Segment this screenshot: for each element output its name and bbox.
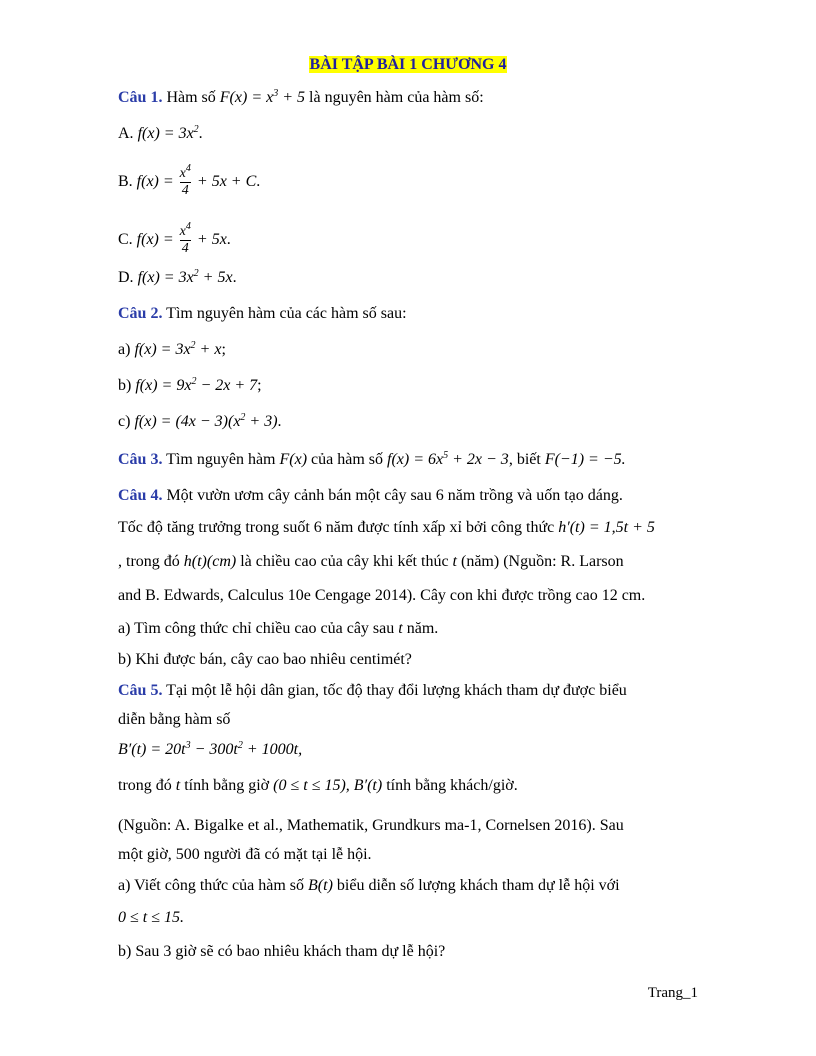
question-4-part-b: b) Khi được bán, cây cao bao nhiêu centimét? (118, 651, 412, 668)
question-2-label: Câu 2. (118, 305, 163, 322)
option-c: C. f(x) = $\frac{x^4}{4}$ + 5x. (118, 221, 231, 256)
question-4-line-3: , trong đó h(t)(cm) là chiều cao của cây khi kết thúc t (năm) (Nguồn: R. Larson (118, 553, 624, 570)
question-5-part-a: a) Viết công thức của hàm số B(t) biểu diễn số lượng khách tham dự lễ hội với (118, 877, 620, 894)
question-5-line-2: diễn bằng hàm số (118, 711, 231, 728)
question-4-line-4: and B. Edwards, Calculus 10e Cengage 2014). Cây con khi được trồng cao 12 cm. (118, 587, 646, 604)
page-number: Trang_1 (647, 985, 698, 1001)
question-2-item-a: a) $f(x) = 3x^2 + x$; (118, 340, 226, 358)
question-4-part-a: a) Tìm công thức chỉ chiều cao của cây sau t năm. (118, 620, 439, 637)
question-1: Câu 1. Hàm số $F(x) = x^3 + 5$ là nguyên hàm của hàm số: (118, 88, 484, 106)
question-5-line-4: trong đó t tính bằng giờ (0 ≤ t ≤ 15), B′(t) tính bằng khách/giờ. (118, 777, 518, 794)
question-2: Câu 2. Tìm nguyên hàm của các hàm số sau: (118, 305, 407, 322)
question-2-item-b: b) $f(x) = 9x^2 - 2x + 7$; (118, 376, 262, 394)
question-1-label: Câu 1. (118, 89, 163, 106)
question-2-item-c: c) $f(x) = (4x - 3)(x^2 + 3)$. (118, 412, 282, 430)
question-5-line-6: một giờ, 500 người đã có mặt tại lễ hội. (118, 846, 372, 863)
question-4: Câu 4. Một vườn ươm cây cảnh bán một cây sau 6 năm trồng và uốn tạo dáng. (118, 487, 623, 504)
question-5-line-5: (Nguồn: A. Bigalke et al., Mathematik, Grundkurs ma-1, Cornelsen 2016). Sau (118, 817, 624, 834)
question-5-range: 0 ≤ t ≤ 15. (118, 909, 185, 926)
question-3: Câu 3. Tìm nguyên hàm F(x) của hàm số $f(x) = 6x^5 + 2x - 3$, biết F(−1) = −5. (118, 450, 626, 468)
question-5: Câu 5. Tại một lễ hội dân gian, tốc độ thay đổi lượng khách tham dự được biểu (118, 682, 627, 699)
question-4-label: Câu 4. (118, 487, 163, 504)
option-a: A. $f(x) = 3x^2$. (118, 124, 203, 142)
question-5-part-b: b) Sau 3 giờ sẽ có bao nhiêu khách tham dự lễ hội? (118, 943, 446, 960)
question-4-line-2: Tốc độ tăng trưởng trong suốt 6 năm được tính xấp xỉ bởi công thức h′(t) = 1,5t + 5 (118, 519, 655, 536)
option-b: B. f(x) = $\frac{x^4}{4}$ + 5x + C. (118, 163, 261, 198)
question-5-label: Câu 5. (118, 682, 163, 699)
question-3-label: Câu 3. (118, 451, 163, 468)
page-title: BÀI TẬP BÀI 1 CHƯƠNG 4 (309, 56, 507, 73)
option-d: D. $f(x) = 3x^2 + 5x$. (118, 268, 237, 286)
question-5-formula: $B'(t) = 20t^3 - 300t^2 + 1000t$, (118, 740, 303, 758)
question-1-expr: $F(x) = x^3 + 5$ (219, 88, 306, 106)
